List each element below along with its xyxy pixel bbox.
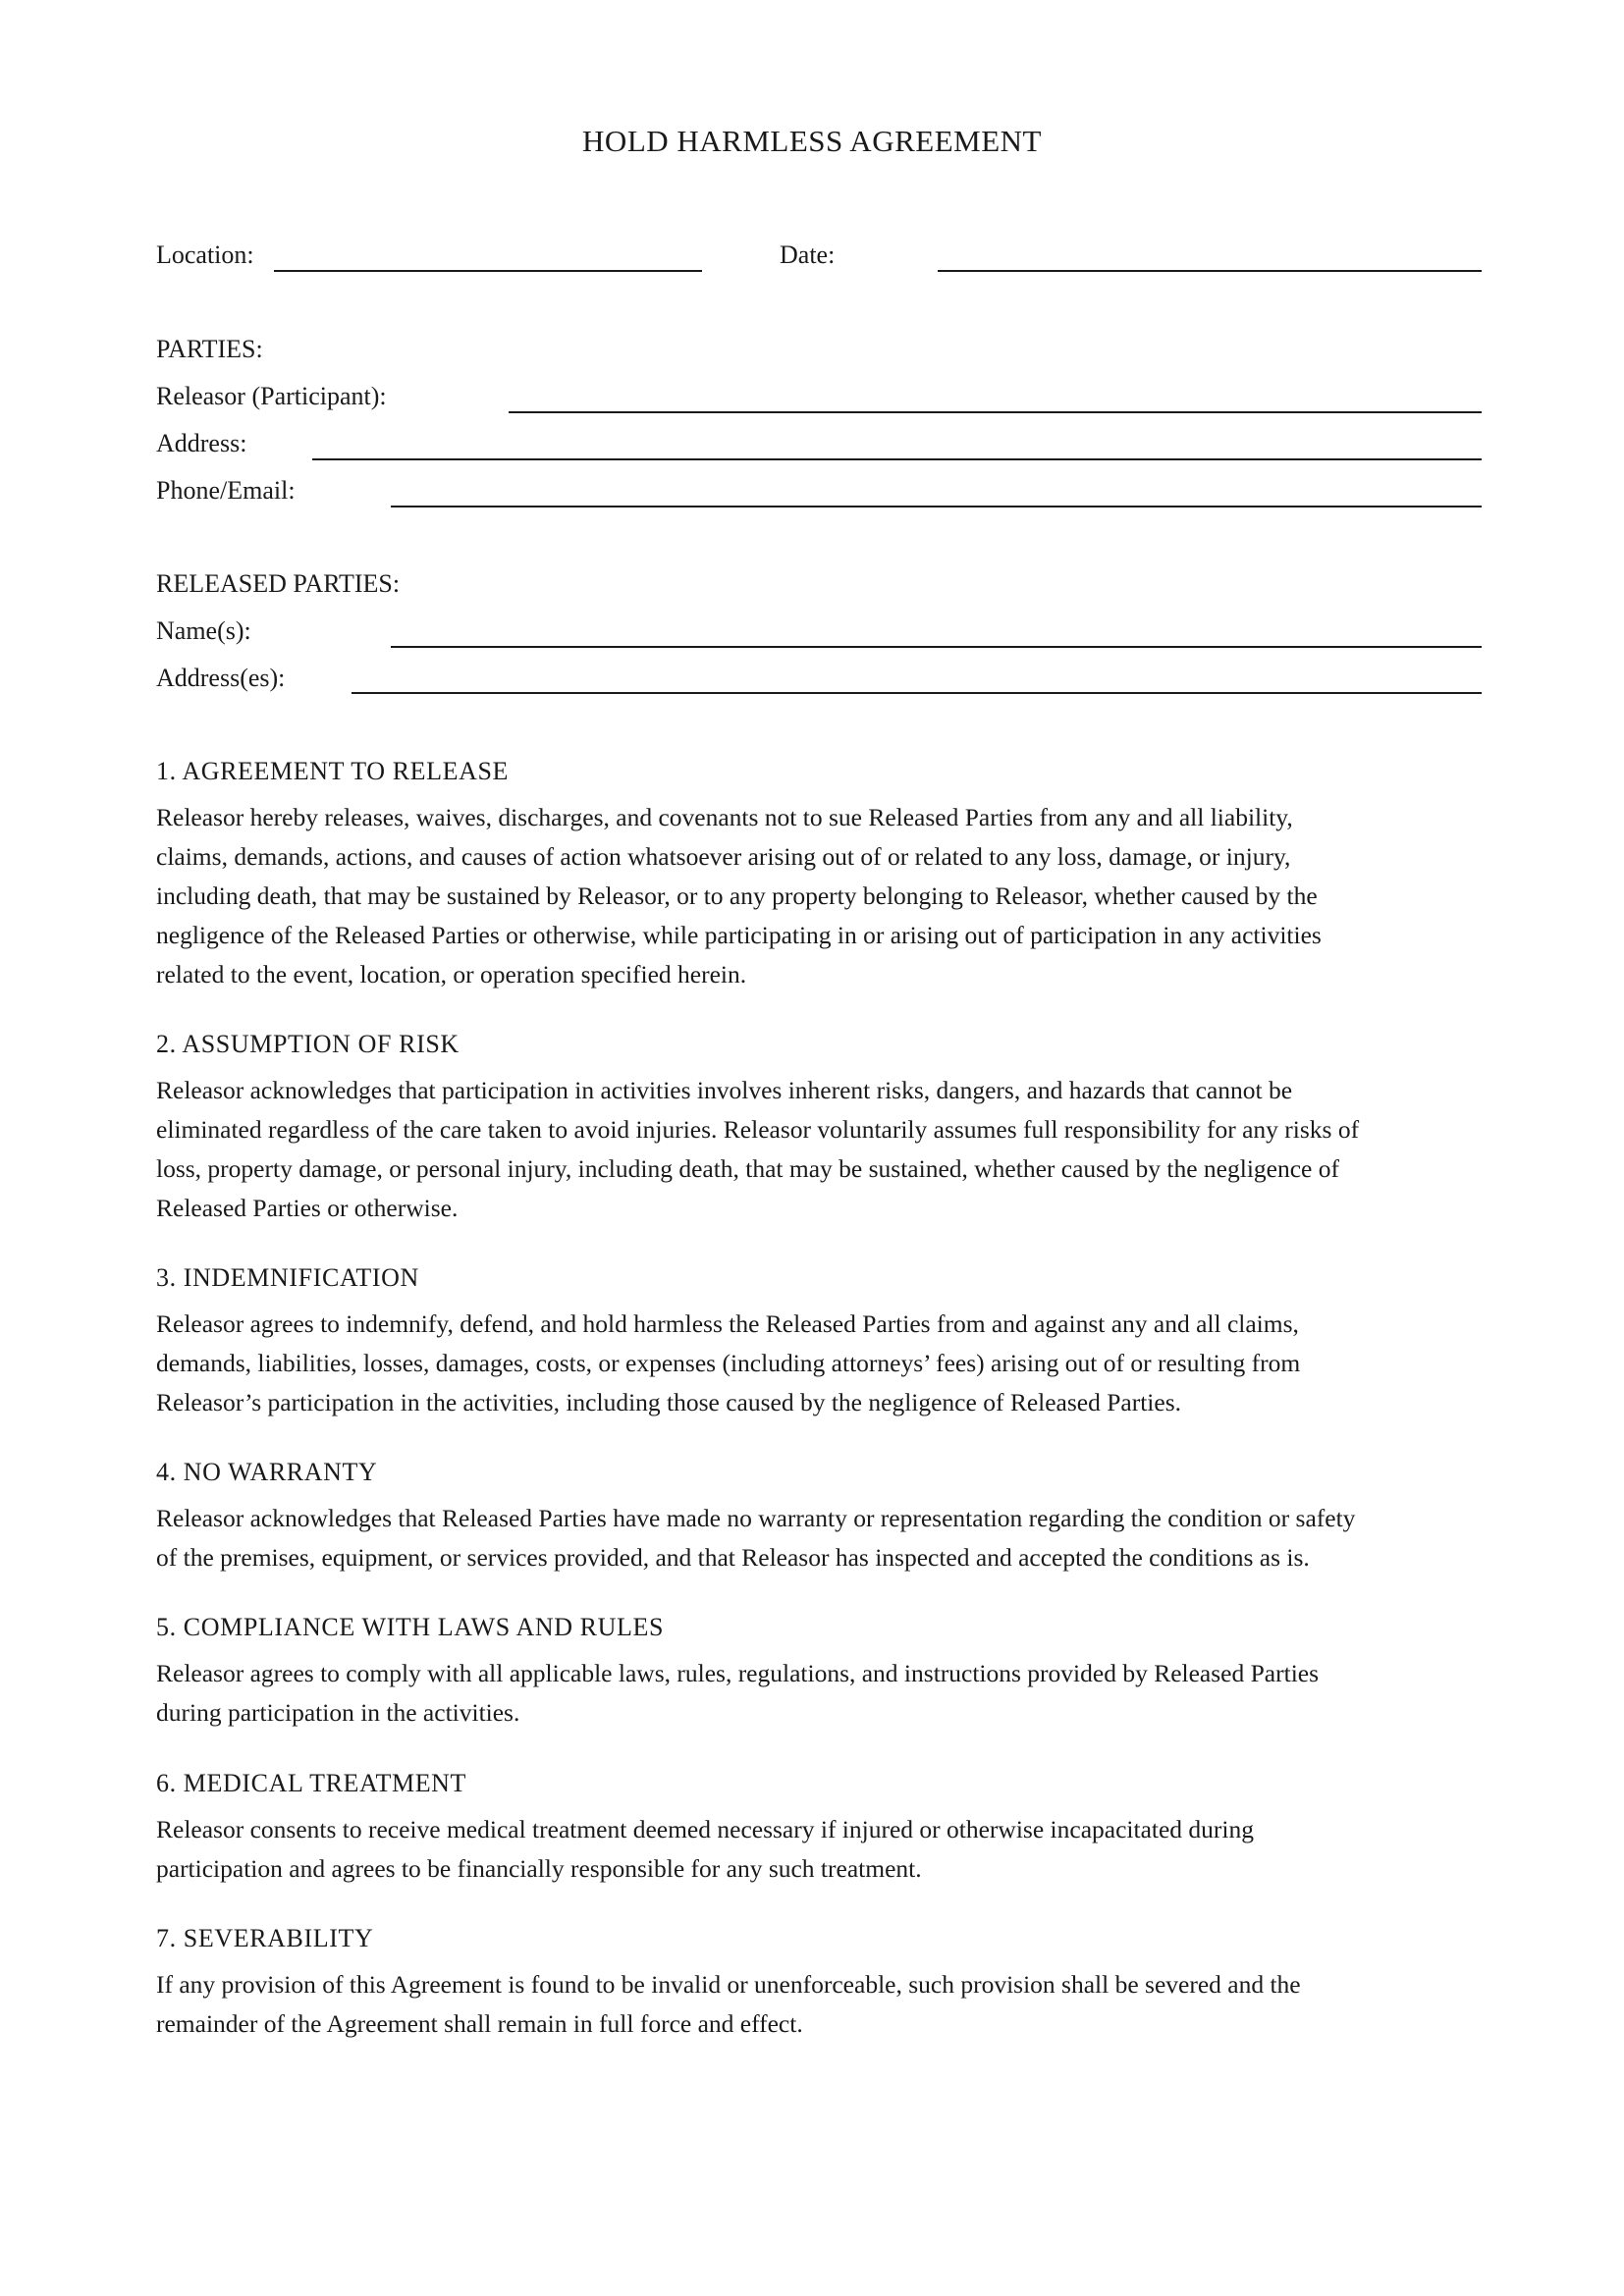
section-paragraph: Releasor hereby releases, waives, discharges, and covenants not to sue Released Parties from any and all liability, claims, demands, actions, and causes of action whatsoever arising out of or related to any loss, damage, or injury, including death, that may be sustained by Releasor, or to any property belonging to Releasor, whether caused by the negligence of the Released Parties or otherwise, while participating in or arising out of participation in any activities related to the event, location, or operation specified herein. (156, 803, 1322, 988)
section-heading: 5. COMPLIANCE WITH LAWS AND RULES (156, 1613, 665, 1641)
addresses-label: Address(es): (156, 664, 286, 692)
section-heading: 4. NO WARRANTY (156, 1458, 378, 1486)
address-field[interactable] (312, 458, 1482, 460)
released-parties-heading: RELEASED PARTIES: (156, 569, 401, 598)
section-heading: 3. INDEMNIFICATION (156, 1263, 419, 1292)
section-paragraph: Releasor acknowledges that Released Parties have made no warranty or representation regarding the condition or safety of the premises, equipment, or services provided, and that Releasor has inspected and accepted the conditions as is. (156, 1504, 1356, 1572)
date-label: Date: (780, 240, 836, 269)
names-label: Name(s): (156, 616, 251, 645)
section-heading: 7. SEVERABILITY (156, 1924, 374, 1952)
releasor-label: Releasor (Participant): (156, 382, 387, 410)
parties-heading: PARTIES: (156, 335, 263, 363)
section-paragraph: Releasor consents to receive medical treatment deemed necessary if injured or otherwise incapacitated during participation and agrees to be financially responsible for any such treatment. (156, 1815, 1254, 1883)
addresses-field[interactable] (352, 692, 1482, 694)
date-field[interactable] (938, 270, 1482, 272)
names-field[interactable] (391, 646, 1482, 648)
releasor-field[interactable] (509, 411, 1482, 413)
section-paragraph: Releasor acknowledges that participation in activities involves inherent risks, dangers, and hazards that cannot be eliminated regardless of the care taken to avoid injuries. Releasor voluntarily assumes full responsibility for any risks of loss, property damage, or personal injury, including death, that may be sustained, whether caused by the negligence of Released Parties or otherwise. (156, 1076, 1360, 1222)
address-label: Address: (156, 429, 247, 457)
section-heading: 2. ASSUMPTION OF RISK (156, 1030, 460, 1058)
section-paragraph: Releasor agrees to indemnify, defend, and hold harmless the Released Parties from and against any and all claims, demands, liabilities, losses, damages, costs, or expenses (including attorneys’ fees) arising out of or resulting from Releasor’s participation in the activities, including those caused by the negligence of Released Parties. (156, 1309, 1301, 1416)
phone-email-field[interactable] (391, 506, 1482, 507)
section-paragraph: If any provision of this Agreement is found to be invalid or unenforceable, such provision shall be severed and the remainder of the Agreement shall remain in full force and effect. (156, 1970, 1301, 2038)
section-paragraph: Releasor agrees to comply with all applicable laws, rules, regulations, and instructions provided by Released Parties during participation in the activities. (156, 1659, 1320, 1727)
phone-email-label: Phone/Email: (156, 476, 296, 505)
section-heading: 1. AGREEMENT TO RELEASE (156, 757, 510, 785)
document-title: HOLD HARMLESS AGREEMENT (582, 124, 1042, 158)
location-field[interactable] (274, 270, 702, 272)
location-label: Location: (156, 240, 254, 269)
section-heading: 6. MEDICAL TREATMENT (156, 1769, 467, 1797)
